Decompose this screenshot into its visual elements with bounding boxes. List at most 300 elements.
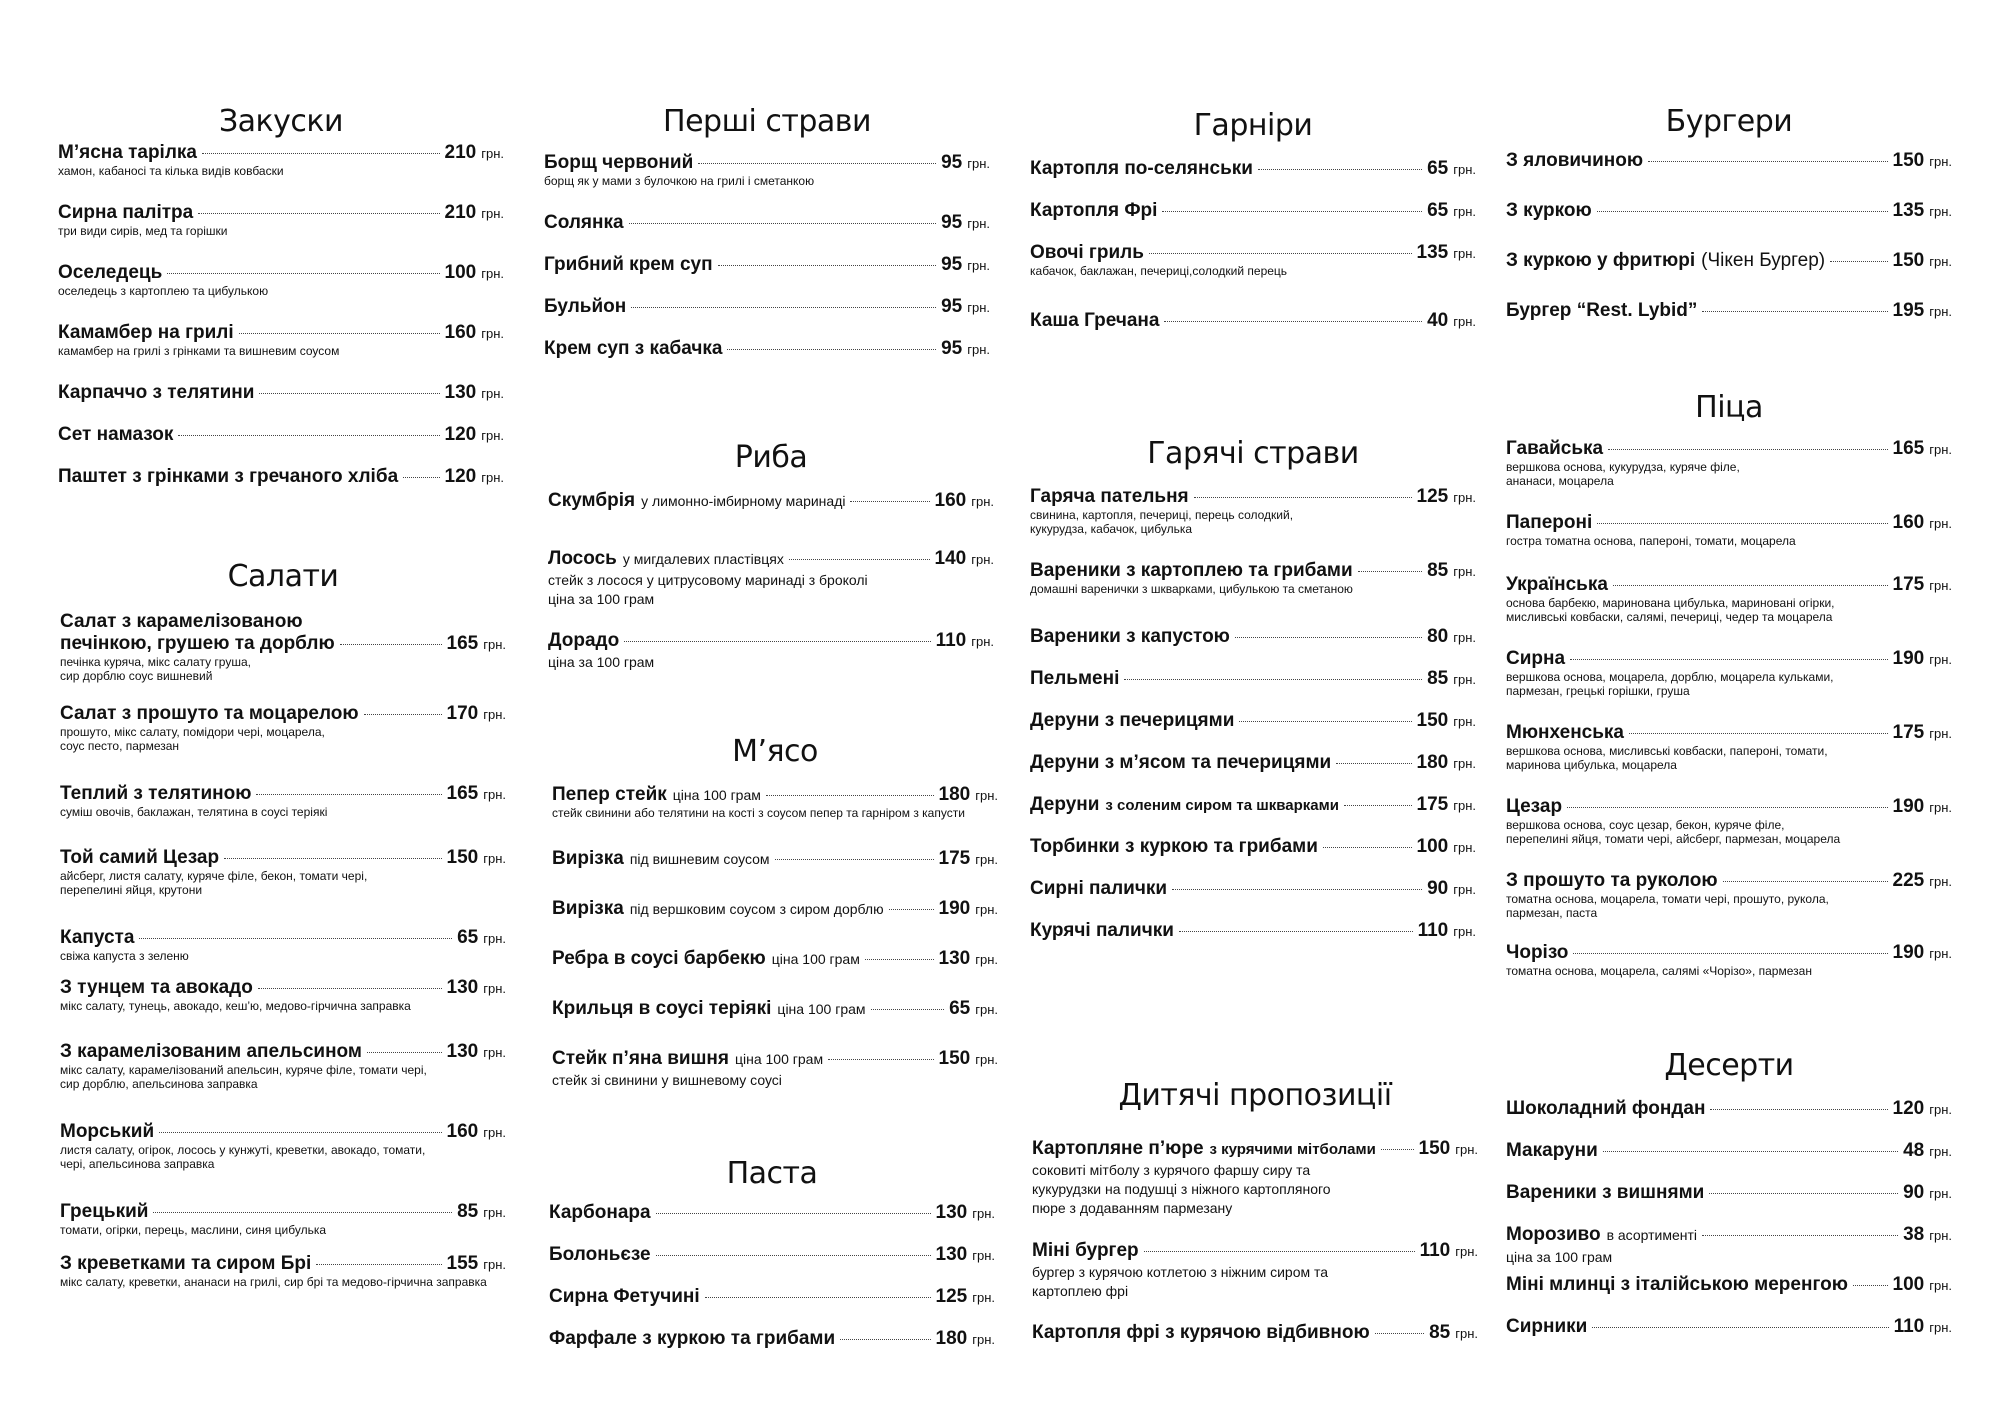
dotted-leader — [1358, 571, 1422, 572]
menu-item — [60, 977, 506, 1013]
item-price: 95 — [941, 296, 963, 317]
item-row — [548, 630, 994, 652]
item-description: бургер з курячою котлетою з ніжним сиром та — [1032, 1264, 1329, 1280]
item-description: мікс салату, карамелізований апельсин, куряче філе, томати чері, — [60, 1063, 427, 1077]
item-row — [58, 202, 504, 224]
item-price: 180 — [935, 1328, 968, 1349]
item-row — [58, 382, 504, 404]
section-title: М’ясо — [732, 734, 818, 769]
section-title: Піца — [1695, 390, 1763, 425]
dotted-leader — [1149, 253, 1412, 254]
menu-item — [1032, 1240, 1478, 1300]
item-name: Паштет з грінками з гречаного хліба — [58, 466, 399, 487]
item-row — [544, 212, 990, 234]
currency-label: грн. — [972, 1206, 995, 1221]
item-description: сир дорблю соус вишневий — [60, 669, 213, 683]
item-name: Бургер “Rest. Lybid” — [1506, 300, 1698, 321]
item-name: Мюнхенська — [1506, 722, 1624, 743]
currency-label: грн. — [967, 216, 990, 231]
item-price: 160 — [444, 322, 477, 343]
item-price: 110 — [935, 630, 967, 651]
dotted-leader — [256, 794, 441, 795]
item-row — [548, 490, 994, 512]
item-note: з соленим сиром та шкварками — [1105, 797, 1339, 814]
dotted-leader — [1172, 889, 1422, 890]
item-name: Міні млинці з італійською меренгою — [1506, 1274, 1848, 1295]
item-row — [1506, 200, 1952, 222]
item-name: Крем суп з кабачка — [544, 338, 723, 359]
item-description: соковиті мітболу з курячого фаршу сиру та — [1032, 1162, 1311, 1178]
menu-item — [1032, 1138, 1478, 1217]
menu-item — [544, 338, 990, 360]
item-row — [60, 783, 506, 805]
item-row — [552, 948, 998, 970]
item-description: ціна за 100 грам — [548, 654, 655, 670]
dotted-leader — [1179, 931, 1413, 932]
dotted-leader — [828, 1059, 933, 1060]
item-price: 150 — [938, 1048, 971, 1069]
item-row — [1030, 794, 1476, 816]
currency-label: грн. — [1453, 924, 1476, 939]
item-price: 90 — [1427, 878, 1449, 899]
menu-item — [60, 1041, 506, 1091]
section-title: Гарніри — [1193, 108, 1313, 143]
item-description: сир дорблю, апельсинова заправка — [60, 1077, 258, 1091]
currency-label: грн. — [971, 552, 994, 567]
item-price: 135 — [1892, 200, 1925, 221]
item-row — [544, 296, 990, 318]
item-description: картоплею фрі — [1032, 1283, 1129, 1299]
item-name: Лосось — [548, 548, 617, 569]
item-row — [1506, 300, 1952, 322]
item-description: кукурудза, кабачок, цибулька — [1030, 522, 1193, 536]
item-name: Каша Гречана — [1030, 310, 1160, 331]
dotted-leader — [718, 265, 937, 266]
currency-label: грн. — [1453, 246, 1476, 261]
dotted-leader — [850, 501, 929, 502]
item-row — [1506, 942, 1952, 964]
item-name: Солянка — [544, 212, 624, 233]
item-price: 160 — [934, 490, 967, 511]
dotted-leader — [1613, 585, 1888, 586]
item-note: у мигдалевих пластівцях — [622, 551, 784, 567]
item-price: 175 — [1892, 722, 1925, 743]
item-price: 80 — [1427, 626, 1449, 647]
item-row — [1030, 752, 1476, 774]
dotted-leader — [167, 273, 439, 274]
item-price: 65 — [1427, 200, 1449, 221]
dotted-leader — [1710, 1109, 1887, 1110]
menu-item — [1030, 310, 1476, 332]
dotted-leader — [1162, 211, 1422, 212]
item-row — [1506, 648, 1952, 670]
item-name: З карамелізованим апельсином — [60, 1041, 362, 1062]
item-name: Камамбер на грилі — [58, 322, 234, 343]
section-title: Паста — [726, 1156, 818, 1191]
item-description: айсберг, листя салату, куряче філе, бекон, томати чері, — [60, 869, 368, 883]
item-price: 130 — [935, 1244, 968, 1265]
item-note: під вишневим соусом — [629, 851, 770, 867]
menu-item — [544, 254, 990, 276]
currency-label: грн. — [1929, 652, 1952, 667]
item-price: 175 — [1416, 794, 1449, 815]
menu-item — [60, 927, 506, 963]
item-name: З куркою у фритюрі — [1506, 250, 1696, 271]
dotted-leader — [1709, 1193, 1898, 1194]
item-description: вершкова основа, моцарела, дорблю, моцарела кульками, — [1506, 670, 1834, 684]
menu-item — [1506, 512, 1952, 548]
item-row — [544, 338, 990, 360]
menu-item — [552, 898, 998, 920]
item-row — [552, 998, 998, 1020]
dotted-leader — [1235, 637, 1422, 638]
item-name: Деруни з м’ясом та печерицями — [1030, 752, 1332, 773]
item-description: пюре з додаванням пармезану — [1032, 1200, 1233, 1216]
dotted-leader — [1344, 805, 1412, 806]
dotted-leader — [202, 153, 440, 154]
item-description: стейк зі свинини у вишневому соусі — [552, 1072, 782, 1088]
currency-label: грн. — [1453, 840, 1476, 855]
item-price: 180 — [1416, 752, 1449, 773]
item-row — [1030, 486, 1476, 508]
item-description: томати, огірки, перець, маслини, синя цибулька — [60, 1223, 327, 1237]
item-row — [60, 1201, 506, 1223]
currency-label: грн. — [972, 1332, 995, 1347]
dotted-leader — [1648, 161, 1887, 162]
currency-label: грн. — [483, 787, 506, 802]
item-description: мікс салату, тунець, авокадо, кеш’ю, медово-гірчична заправка — [60, 999, 411, 1013]
menu-item — [1506, 1274, 1952, 1296]
dotted-leader — [766, 795, 934, 796]
item-row — [60, 1253, 506, 1275]
dotted-leader — [705, 1297, 931, 1298]
item-name: Дорадо — [548, 630, 620, 651]
menu-item — [544, 212, 990, 234]
item-row — [58, 142, 504, 164]
menu-item — [552, 998, 998, 1020]
menu-item — [60, 1201, 506, 1237]
dotted-leader — [1381, 1149, 1414, 1150]
item-price: 130 — [935, 1202, 968, 1223]
dotted-leader — [1164, 321, 1422, 322]
item-row — [60, 847, 506, 869]
dotted-leader — [1603, 1151, 1898, 1152]
menu-item — [552, 1048, 998, 1089]
item-row — [1506, 1316, 1952, 1338]
dotted-leader — [153, 1212, 452, 1213]
dotted-leader — [889, 909, 934, 910]
currency-label: грн. — [481, 386, 504, 401]
currency-label: грн. — [971, 634, 994, 649]
currency-label: грн. — [1929, 1186, 1952, 1201]
item-price: 190 — [938, 898, 971, 919]
menu-item — [1030, 794, 1476, 816]
item-name: Пельмені — [1030, 668, 1120, 689]
item-note: під вершковим соусом з сиром дорблю — [629, 901, 884, 917]
currency-label: грн. — [483, 981, 506, 996]
item-name: Салат з прошуто та моцарелою — [60, 703, 359, 724]
item-name: Картопля по-селянськи — [1030, 158, 1253, 179]
currency-label: грн. — [481, 146, 504, 161]
dotted-leader — [1336, 763, 1411, 764]
menu-item — [1030, 878, 1476, 900]
item-name: Сет намазок — [58, 424, 174, 445]
item-name: Борщ червоний — [544, 152, 694, 173]
dotted-leader — [631, 307, 936, 308]
item-description: маринова цибулька, моцарела — [1506, 758, 1677, 772]
item-name: Курячі палички — [1030, 920, 1174, 941]
item-price: 165 — [1892, 438, 1925, 459]
item-name: Капуста — [60, 927, 135, 948]
item-name: Папероні — [1506, 512, 1593, 533]
currency-label: грн. — [483, 1205, 506, 1220]
menu-item — [1506, 250, 1952, 272]
item-description: три види сирів, мед та горішки — [58, 224, 228, 238]
item-price: 190 — [1892, 648, 1925, 669]
currency-label: грн. — [483, 707, 506, 722]
currency-label: грн. — [1929, 1144, 1952, 1159]
item-row — [1030, 158, 1476, 180]
currency-label: грн. — [967, 300, 990, 315]
item-price: 130 — [444, 382, 477, 403]
item-price: 160 — [446, 1121, 479, 1142]
item-price: 130 — [938, 948, 971, 969]
item-description: перепелині яйця, томати чері, айсберг, пармезан, моцарела — [1506, 832, 1841, 846]
item-row — [552, 898, 998, 920]
dotted-leader — [1567, 807, 1887, 808]
item-name: Овочі гриль — [1030, 242, 1144, 263]
item-price: 170 — [446, 703, 479, 724]
item-name: Гаряча пательня — [1030, 486, 1189, 507]
item-row — [1506, 1098, 1952, 1120]
item-row — [1030, 200, 1476, 222]
menu-item — [1506, 648, 1952, 698]
item-row — [1506, 250, 1952, 272]
item-price: 65 — [949, 998, 971, 1019]
currency-label: грн. — [1929, 578, 1952, 593]
item-name: Стейк п’яна вишня — [552, 1048, 729, 1069]
currency-label: грн. — [1929, 874, 1952, 889]
item-name: Морозиво — [1506, 1224, 1601, 1245]
item-name: Українська — [1506, 574, 1608, 595]
item-row — [60, 703, 506, 725]
item-description: печінка куряча, мікс салату груша, — [60, 655, 251, 669]
item-name: Оселедець — [58, 262, 163, 283]
dotted-leader — [1597, 523, 1887, 524]
dotted-leader — [1124, 679, 1422, 680]
item-price: 150 — [1892, 150, 1925, 171]
currency-label: грн. — [483, 1045, 506, 1060]
currency-label: грн. — [1455, 1326, 1478, 1341]
menu-item — [60, 1253, 506, 1289]
item-price: 110 — [1893, 1316, 1925, 1337]
item-description: пармезан, паста — [1506, 906, 1598, 920]
item-note: ціна 100 грам — [734, 1051, 824, 1067]
currency-label: грн. — [483, 851, 506, 866]
item-name: З куркою — [1506, 200, 1592, 221]
menu-item — [549, 1202, 995, 1224]
dotted-leader — [624, 641, 930, 642]
item-row — [1030, 310, 1476, 332]
item-price: 165 — [446, 633, 479, 654]
item-price: 120 — [444, 466, 477, 487]
item-row — [1030, 878, 1476, 900]
item-name: Сирна Фетучині — [549, 1286, 700, 1307]
dotted-leader — [1323, 847, 1412, 848]
dotted-leader — [1573, 953, 1887, 954]
item-description: кабачок, баклажан, печериці,солодкий перець — [1030, 264, 1288, 278]
currency-label: грн. — [1453, 882, 1476, 897]
currency-label: грн. — [481, 470, 504, 485]
item-name: Вареники з капустою — [1030, 626, 1230, 647]
item-row — [1506, 796, 1952, 818]
dotted-leader — [789, 559, 930, 560]
item-description: камамбер на грилі з грінками та вишневим соусом — [58, 344, 340, 358]
item-name: З креветками та сиром Брі — [60, 1253, 312, 1274]
item-row — [1506, 1224, 1952, 1246]
menu-item — [1506, 1224, 1952, 1266]
menu-item — [1030, 158, 1476, 180]
dotted-leader — [629, 223, 937, 224]
menu-item — [1506, 1182, 1952, 1204]
item-price: 100 — [1416, 836, 1449, 857]
item-name: Фарфале з куркою та грибами — [549, 1328, 836, 1349]
dotted-leader — [1597, 211, 1888, 212]
item-name: З прошуто та руколою — [1506, 870, 1718, 891]
item-price: 125 — [1416, 486, 1449, 507]
item-price: 155 — [446, 1253, 479, 1274]
item-description: основа барбекю, маринована цибулька, мариновані огірки, — [1506, 596, 1835, 610]
currency-label: грн. — [483, 637, 506, 652]
item-price: 95 — [941, 212, 963, 233]
currency-label: грн. — [1453, 314, 1476, 329]
menu-item — [1506, 1140, 1952, 1162]
dotted-leader — [1702, 311, 1887, 312]
item-price: 210 — [444, 202, 477, 223]
currency-label: грн. — [483, 931, 506, 946]
currency-label: грн. — [1453, 714, 1476, 729]
item-price: 85 — [457, 1201, 479, 1222]
currency-label: грн. — [975, 788, 998, 803]
currency-label: грн. — [481, 428, 504, 443]
item-row — [549, 1202, 995, 1224]
menu-item — [1030, 560, 1476, 596]
dotted-leader — [1830, 261, 1887, 262]
item-price: 100 — [1892, 1274, 1925, 1295]
item-name: Морський — [60, 1121, 155, 1142]
item-row — [1030, 710, 1476, 732]
item-note: (Чікен Бургер) — [1701, 250, 1826, 271]
item-row — [1506, 512, 1952, 534]
item-description: стейк з лосося у цитрусовому маринаді з броколі — [548, 572, 868, 588]
menu-item — [1030, 836, 1476, 858]
dotted-leader — [364, 714, 442, 715]
item-name: Ребра в соусі барбекю — [552, 948, 766, 969]
item-price: 140 — [934, 548, 967, 569]
currency-label: грн. — [1929, 1278, 1952, 1293]
menu-item — [58, 202, 504, 238]
item-description: ціна за 100 грам — [1506, 1249, 1613, 1265]
item-name: Вареники з картоплею та грибами — [1030, 560, 1353, 581]
menu-item — [552, 848, 998, 870]
currency-label: грн. — [975, 902, 998, 917]
item-price: 190 — [1892, 942, 1925, 963]
dotted-leader — [840, 1339, 930, 1340]
menu-item — [58, 466, 504, 488]
menu-item — [548, 548, 994, 608]
item-row — [1506, 150, 1952, 172]
item-name: Картопля Фрі — [1030, 200, 1158, 221]
currency-label: грн. — [1929, 1320, 1952, 1335]
menu-item — [552, 784, 998, 820]
item-row — [552, 784, 998, 806]
item-description: борщ як у мами з булочкою на грилі і сметанкою — [544, 174, 815, 188]
item-price: 85 — [1429, 1322, 1451, 1343]
item-name: Вирізка — [552, 848, 624, 869]
item-price: 160 — [1892, 512, 1925, 533]
currency-label: грн. — [975, 1052, 998, 1067]
item-description: чері, апельсинова заправка — [60, 1157, 215, 1171]
currency-label: грн. — [1929, 516, 1952, 531]
item-row — [1506, 1274, 1952, 1296]
item-row — [1506, 722, 1952, 744]
item-price: 195 — [1892, 300, 1925, 321]
dotted-leader — [698, 163, 936, 164]
currency-label: грн. — [1929, 800, 1952, 815]
item-description: вершкова основа, кукурудза, куряче філе, — [1506, 460, 1740, 474]
dotted-leader — [865, 959, 934, 960]
section-title: Риба — [734, 440, 808, 475]
item-description: ціна за 100 грам — [548, 591, 655, 607]
item-name: Сирні палички — [1030, 878, 1168, 899]
currency-label: грн. — [1929, 946, 1952, 961]
item-row — [549, 1286, 995, 1308]
item-price: 180 — [938, 784, 971, 805]
item-price: 48 — [1903, 1140, 1925, 1161]
item-name: Картопляне п’юре — [1032, 1138, 1204, 1159]
menu-item — [1030, 242, 1476, 278]
currency-label: грн. — [1929, 254, 1952, 269]
menu-item — [552, 948, 998, 970]
item-name: Крильця в соусі теріякі — [552, 998, 772, 1019]
item-row — [548, 548, 994, 570]
dotted-leader — [727, 349, 936, 350]
item-row — [60, 977, 506, 999]
item-row — [58, 424, 504, 446]
item-name: Той самий Цезар — [60, 847, 220, 868]
section-title: Бургери — [1665, 104, 1793, 139]
item-row — [60, 633, 506, 655]
item-price: 150 — [446, 847, 479, 868]
item-row — [1030, 626, 1476, 648]
currency-label: грн. — [975, 952, 998, 967]
item-price: 150 — [1892, 250, 1925, 271]
item-row — [552, 848, 998, 870]
item-row — [58, 322, 504, 344]
item-row — [1506, 574, 1952, 596]
item-name: Вирізка — [552, 898, 624, 919]
item-row — [60, 1041, 506, 1063]
item-name: Деруни — [1030, 794, 1100, 815]
item-description: стейк свинини або телятини на кості з соусом пепер та гарніром з капусти — [552, 806, 965, 820]
item-row — [1032, 1138, 1478, 1160]
menu-item — [1030, 752, 1476, 774]
item-description: томатна основа, моцарела, салямі «Чорізо», пармезан — [1506, 964, 1812, 978]
currency-label: грн. — [483, 1257, 506, 1272]
currency-label: грн. — [972, 1248, 995, 1263]
item-price: 90 — [1903, 1182, 1925, 1203]
currency-label: грн. — [967, 342, 990, 357]
